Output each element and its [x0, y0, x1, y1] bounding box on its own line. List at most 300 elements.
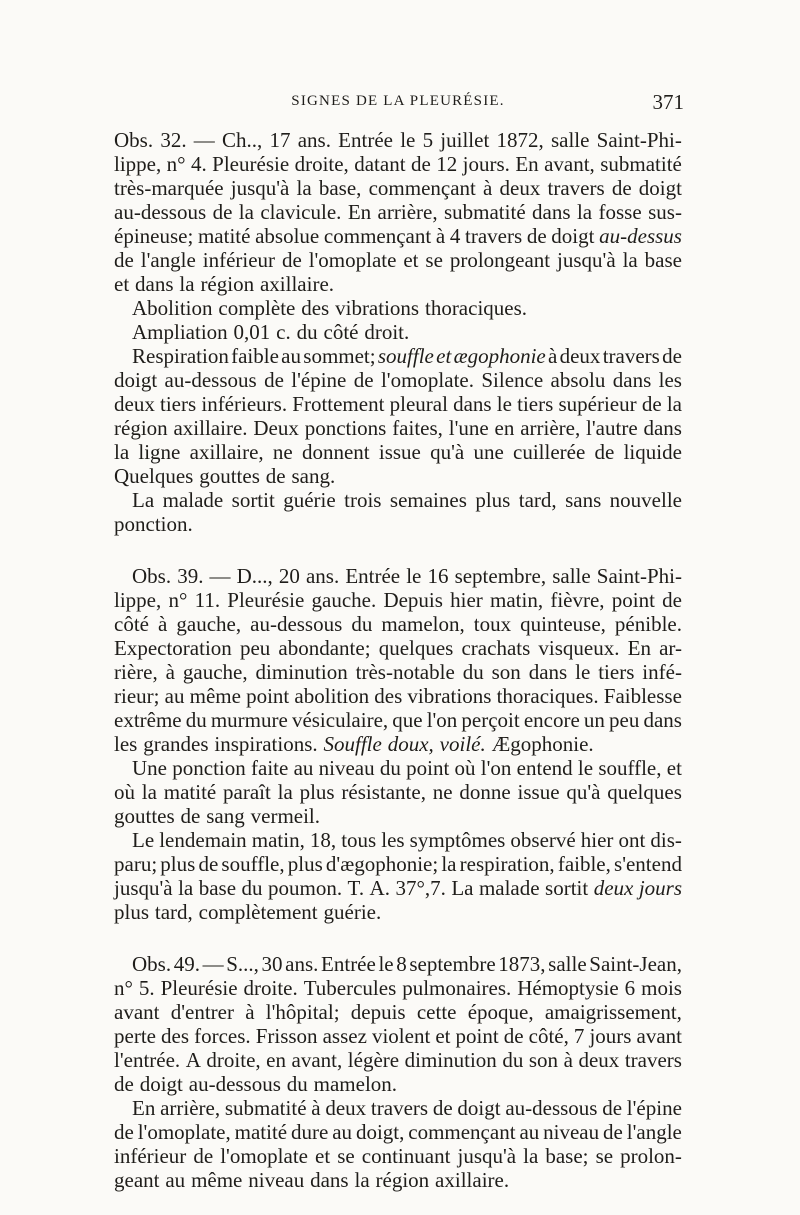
text-line — [132, 1096, 682, 1120]
word: deux — [578, 1048, 620, 1072]
word: de — [662, 344, 682, 368]
word: salle — [550, 128, 590, 152]
word: le — [577, 756, 594, 780]
word: vibrations — [407, 684, 492, 708]
word: dis- — [650, 828, 682, 852]
word: côté — [114, 612, 149, 636]
word: visqueux. — [538, 636, 620, 660]
word: septembre, — [454, 564, 547, 588]
word: semaines — [389, 488, 467, 512]
word: paraît — [223, 780, 271, 804]
word: une — [473, 440, 504, 464]
word: de — [198, 852, 219, 876]
word: au — [164, 684, 185, 708]
word: ponctions — [304, 416, 387, 440]
word: deux — [559, 344, 601, 368]
text-line — [114, 636, 682, 660]
word: 30 — [261, 952, 283, 976]
word: En — [627, 636, 651, 660]
word: la — [666, 392, 682, 416]
word: commençant — [368, 176, 476, 200]
word: 6 — [624, 976, 636, 1000]
word: ar- — [659, 636, 682, 660]
word: diminution — [255, 660, 348, 684]
word: à — [311, 1096, 321, 1120]
word: Frisson — [255, 1024, 318, 1048]
word: à — [435, 224, 446, 248]
word: axillaire. — [435, 1168, 510, 1192]
word: tous — [341, 828, 377, 852]
word: très-notable — [355, 660, 455, 684]
word: de — [432, 1096, 453, 1120]
word: au — [293, 756, 314, 780]
word: au-dessous — [164, 368, 257, 392]
word: prolongeant — [449, 248, 551, 272]
word: la — [178, 876, 194, 900]
word: dans — [643, 416, 682, 440]
word: deux — [499, 176, 541, 200]
word: de — [594, 440, 615, 464]
word: du — [502, 1048, 524, 1072]
text-line — [132, 952, 682, 976]
word: au — [332, 1120, 353, 1144]
word: de — [611, 176, 632, 200]
text-line — [132, 296, 682, 320]
word: travers — [465, 224, 523, 248]
page-number: 371 — [652, 90, 684, 114]
word: tard, — [518, 488, 557, 512]
word: — — [209, 564, 231, 588]
word: jusqu'à — [114, 876, 173, 900]
text-line — [114, 1144, 682, 1168]
word: vermeil. — [250, 804, 321, 828]
italic-word: jours — [638, 876, 682, 900]
word: ligne — [138, 440, 181, 464]
word: 32. — [160, 128, 187, 152]
word: la — [523, 1144, 539, 1168]
word: Saint-Jean, — [589, 952, 682, 976]
word: La — [451, 876, 474, 900]
word: très-marquée — [114, 176, 224, 200]
word: l'angle — [626, 1120, 682, 1144]
word: abolition — [294, 684, 370, 708]
word: sang — [206, 804, 245, 828]
word: Obs. — [114, 128, 154, 152]
word: et — [114, 272, 130, 296]
word: rieur; — [114, 684, 160, 708]
word: Quelques — [114, 464, 194, 488]
word: infé- — [642, 660, 682, 684]
word: la — [238, 200, 254, 224]
word: axillaire. — [173, 416, 248, 440]
text-line — [114, 512, 682, 536]
word: région — [200, 272, 255, 296]
word: au-dessous — [188, 1072, 281, 1096]
word: de — [526, 224, 547, 248]
word: lendemain — [159, 828, 247, 852]
word: base — [198, 876, 237, 900]
word: gouttes — [199, 464, 260, 488]
word: de — [114, 1072, 134, 1096]
word: côté, — [528, 1024, 569, 1048]
word: qu'à — [430, 440, 465, 464]
word: pénible. — [614, 612, 682, 636]
word: submatité — [224, 1096, 307, 1120]
word: époque, — [467, 1000, 534, 1024]
word: du — [241, 876, 263, 900]
word: du — [379, 756, 401, 780]
word: supérieur — [558, 392, 637, 416]
word: son — [491, 660, 521, 684]
word: la — [441, 852, 457, 876]
word: travers — [624, 1048, 682, 1072]
word: perçoit — [461, 708, 520, 732]
word: des — [161, 1024, 190, 1048]
word: droit. — [364, 320, 410, 344]
word: point — [406, 756, 450, 780]
word: ans. — [297, 128, 331, 152]
word: rière, — [114, 660, 158, 684]
word: malade — [478, 876, 540, 900]
word: l'épine — [626, 1096, 682, 1120]
word: 16 — [427, 564, 449, 588]
word: Saint-Phi- — [596, 128, 682, 152]
word: 37°,7. — [395, 876, 446, 900]
text-line — [114, 660, 682, 684]
word: légère — [347, 1048, 400, 1072]
word: les — [381, 828, 405, 852]
page-header — [112, 90, 684, 117]
word: A — [185, 1048, 201, 1072]
word: la — [296, 176, 312, 200]
word: à — [245, 1000, 255, 1024]
word: même — [191, 1168, 243, 1192]
word: plus — [160, 852, 196, 876]
word: côté — [323, 320, 359, 344]
word: doigt — [638, 176, 682, 200]
text-line — [114, 1072, 682, 1096]
text-line — [114, 152, 682, 176]
word: que — [392, 708, 423, 732]
word: ne — [432, 780, 453, 804]
word: des — [374, 684, 403, 708]
word: de — [180, 804, 201, 828]
italic-word: au-dessus — [599, 224, 682, 248]
word: du — [286, 1072, 308, 1096]
word: au — [165, 1168, 186, 1192]
word: doigt — [457, 1096, 501, 1120]
word: — — [202, 952, 224, 976]
word: n° — [166, 152, 186, 176]
word: Tubercules — [303, 976, 397, 1000]
word: submatité — [443, 200, 526, 224]
text-line — [114, 368, 682, 392]
word: l'autre — [586, 416, 638, 440]
word: qu'à — [566, 780, 601, 804]
word: de — [281, 248, 302, 272]
word: en — [494, 416, 515, 440]
word: issue — [378, 440, 421, 464]
word: l'omoplate. — [380, 368, 474, 392]
word: peu — [239, 636, 271, 660]
word: 4. — [191, 152, 207, 176]
text-line — [114, 464, 682, 488]
word: de — [114, 248, 134, 272]
word: se — [595, 1144, 614, 1168]
word: diminution — [404, 1048, 497, 1072]
word: gauche, — [182, 660, 248, 684]
word: jours. — [462, 152, 510, 176]
word: du — [185, 708, 207, 732]
word: d'entrer — [170, 1000, 234, 1024]
word: matin, — [490, 588, 544, 612]
word: dans — [612, 368, 652, 392]
word: travers — [602, 344, 660, 368]
italic-word: ægophonie — [453, 344, 546, 368]
text-line — [132, 564, 682, 588]
word: datant — [354, 152, 406, 176]
word: l'omoplate — [308, 248, 397, 272]
word: respiration, — [459, 852, 555, 876]
word: ans. — [285, 952, 319, 976]
word: jusqu'à — [557, 248, 616, 272]
word: c. — [276, 320, 291, 344]
word: hier — [580, 828, 614, 852]
word: l'hôpital; — [265, 1000, 340, 1024]
word: jusqu'à — [457, 1144, 517, 1168]
word: région — [375, 1168, 430, 1192]
word: s'entend — [614, 852, 682, 876]
word: faible, — [557, 852, 611, 876]
word: 20 — [278, 564, 300, 588]
word: sans — [565, 488, 602, 512]
word: Silence — [481, 368, 544, 392]
word: de — [212, 200, 233, 224]
running-title: SIGNES DE LA PLEURÉSIE. — [291, 93, 505, 109]
word: se — [337, 1144, 355, 1168]
word: l'angle — [140, 248, 196, 272]
word: arrière, — [160, 1096, 221, 1120]
word: toux — [473, 612, 512, 636]
word: salle — [548, 952, 587, 976]
word: sortit — [545, 876, 589, 900]
word: base; — [545, 1144, 589, 1168]
word: inférieur — [202, 248, 276, 272]
word: Le — [132, 828, 155, 852]
text-line — [132, 320, 682, 344]
word: sortit — [231, 488, 275, 512]
word: doigt — [139, 1072, 183, 1096]
word: dans — [532, 200, 571, 224]
word: où — [114, 780, 135, 804]
word: avant, — [291, 1048, 343, 1072]
word: dans — [310, 1168, 349, 1192]
word: et — [403, 248, 419, 272]
word: la — [277, 780, 293, 804]
word: de — [353, 368, 374, 392]
word: même — [189, 684, 241, 708]
italic-word: doux, — [387, 732, 434, 756]
word: en — [266, 1048, 286, 1072]
word: 1872, — [496, 128, 544, 152]
text-line — [114, 248, 682, 272]
word: 39. — [177, 564, 204, 588]
word: peu — [609, 708, 640, 732]
text-line — [132, 488, 682, 512]
word: et — [315, 1144, 331, 1168]
text-line — [114, 440, 682, 464]
word: assez — [322, 1024, 367, 1048]
word: de — [602, 1096, 623, 1120]
word: doigt — [551, 224, 595, 248]
italic-word: souffle — [377, 344, 434, 368]
word: de — [662, 588, 682, 612]
word: de — [114, 1120, 134, 1144]
word: sommet; — [303, 344, 376, 368]
word: dans — [135, 272, 174, 296]
word: matin, — [251, 828, 305, 852]
word: grandes — [143, 732, 209, 756]
text-line — [114, 852, 682, 876]
text-line — [114, 732, 682, 756]
word: à — [548, 344, 558, 368]
word: matité — [234, 1120, 288, 1144]
word: septembre — [409, 952, 496, 976]
text-line — [114, 708, 682, 732]
word: à — [165, 660, 175, 684]
word: jusqu'à — [230, 176, 290, 200]
word: de — [264, 368, 284, 392]
word: liquide — [623, 440, 682, 464]
word: mamelon. — [313, 1072, 398, 1096]
word: violent — [371, 1024, 431, 1048]
word: sang. — [291, 464, 336, 488]
word: du — [462, 660, 484, 684]
text-line — [114, 684, 682, 708]
word: A. — [369, 876, 390, 900]
word: au — [281, 344, 301, 368]
word: — — [193, 128, 215, 152]
word: thoraciques. — [496, 684, 599, 708]
word: Saint-Phi- — [596, 564, 682, 588]
word: 0,01 — [233, 320, 271, 344]
word: submatité — [600, 152, 682, 176]
word: la — [114, 440, 130, 464]
word: niveau — [248, 1168, 305, 1192]
word: cette — [416, 1000, 457, 1024]
word: la — [179, 272, 195, 296]
word: n° — [168, 588, 188, 612]
word: région — [114, 416, 168, 440]
word: dans — [453, 392, 492, 416]
word: souffle, — [598, 756, 662, 780]
word: Ægophonie. — [491, 732, 594, 756]
word: nouvelle — [609, 488, 682, 512]
word: Depuis — [383, 588, 443, 612]
word: Ampliation — [132, 320, 228, 344]
text-line — [114, 1048, 682, 1072]
word: guérie. — [323, 900, 382, 924]
word: de — [265, 464, 286, 488]
text-line — [114, 200, 682, 224]
word: Pleurésie — [160, 976, 238, 1000]
word: plus — [475, 488, 511, 512]
word: fosse — [598, 200, 642, 224]
word: plus — [287, 852, 323, 876]
word: Ch.., — [222, 128, 263, 152]
word: point — [455, 1024, 499, 1048]
word: axillaire, — [189, 440, 264, 464]
text-line — [114, 1120, 682, 1144]
word: axillaire. — [259, 272, 335, 296]
word: résistante, — [341, 780, 426, 804]
word: Frottement — [292, 392, 385, 416]
word: pleural — [389, 392, 448, 416]
word: plus — [299, 780, 335, 804]
word: épineuse; — [114, 224, 194, 248]
word: quelques — [378, 636, 454, 660]
word: l'épine — [291, 368, 347, 392]
word: avant — [636, 1024, 682, 1048]
word: Pleurésie — [212, 152, 290, 176]
word: l'entrée. — [114, 1048, 181, 1072]
word: la — [354, 1168, 370, 1192]
text-line — [114, 612, 682, 636]
word: 1873, — [498, 952, 546, 976]
word: d'ægophonie; — [325, 852, 439, 876]
text-line — [114, 1168, 682, 1192]
word: le — [496, 392, 512, 416]
word: inférieur — [114, 1144, 187, 1168]
word: et — [435, 1024, 451, 1048]
text-line — [132, 756, 682, 780]
word: niveau — [543, 1120, 600, 1144]
word: faite — [251, 756, 289, 780]
word: murmure — [210, 708, 288, 732]
word: dans — [528, 660, 568, 684]
word: vibrations — [335, 296, 420, 320]
word: complète — [218, 296, 296, 320]
word: guérie — [283, 488, 336, 512]
word: Entrée — [338, 128, 393, 152]
word: la — [576, 200, 593, 224]
text-line — [114, 976, 682, 1000]
word: base — [644, 248, 682, 272]
word: ne — [272, 440, 293, 464]
word: clavicule. — [260, 200, 342, 224]
word: issue — [517, 780, 560, 804]
word: inférieurs. — [201, 392, 288, 416]
word: mois — [641, 976, 682, 1000]
word: salle — [552, 564, 591, 588]
word: 5 — [422, 128, 434, 152]
word: la — [622, 248, 638, 272]
text-line — [114, 416, 682, 440]
word: complètement — [198, 900, 318, 924]
word: au-dessous — [250, 612, 343, 636]
word: où — [454, 756, 476, 780]
word: doigt, — [355, 1120, 405, 1144]
word: Expectoration — [114, 636, 232, 660]
word: de — [503, 1024, 524, 1048]
word: avant — [114, 1000, 160, 1024]
word: le — [378, 952, 394, 976]
word: niveau — [318, 756, 375, 780]
word: thoraciques. — [424, 296, 528, 320]
word: droite, — [294, 152, 349, 176]
word: mamelon, — [381, 612, 465, 636]
word: poumon. — [267, 876, 343, 900]
